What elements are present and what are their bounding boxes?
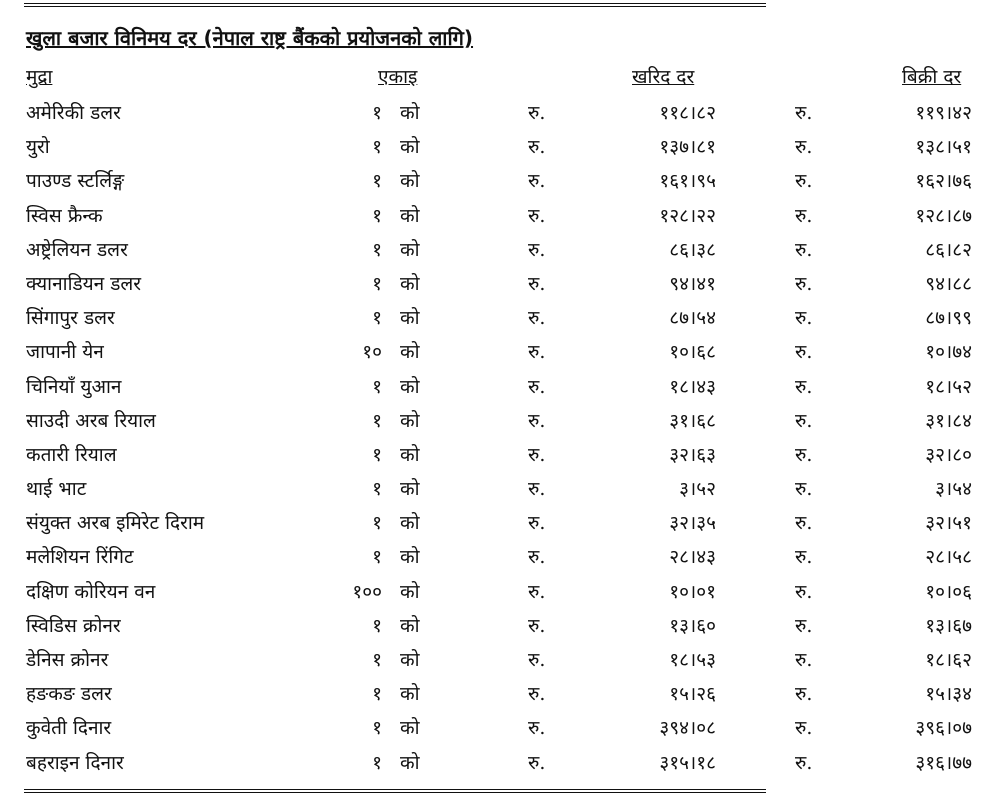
currency-name: मलेशियन रिंगिट — [26, 546, 134, 569]
unit-value: १ — [372, 683, 382, 706]
unit-suffix: को — [400, 307, 420, 330]
unit-suffix: को — [400, 341, 420, 364]
bottom-separator — [24, 786, 766, 795]
sell-currency-label: रु. — [795, 272, 813, 295]
unit-value: १ — [372, 512, 382, 535]
buy-rate: १८।५३ — [669, 649, 716, 671]
sell-rate: ८७।९९ — [925, 307, 972, 330]
currency-name: चिनियाँ युआन — [26, 375, 122, 398]
sell-rate: १०।०६ — [925, 580, 972, 603]
sell-rate: ३२।५१ — [925, 512, 972, 535]
unit-value: १ — [372, 546, 382, 569]
currency-name: साउदी अरब रियाल — [26, 409, 156, 432]
table-row — [0, 540, 1000, 574]
sell-rate: १३८।५१ — [915, 136, 972, 159]
currency-name: युरो — [26, 136, 50, 159]
unit-suffix: को — [400, 649, 420, 671]
unit-value: १ — [372, 375, 382, 398]
buy-rate: ११८।८२ — [659, 102, 716, 124]
buy-currency-label: रु. — [528, 409, 546, 432]
table-row — [0, 164, 1000, 198]
currency-name: अष्ट्रेलियन डलर — [26, 238, 128, 261]
currency-name: दक्षिण कोरियन वन — [26, 580, 156, 603]
currency-name: बहराइन दिनार — [26, 751, 124, 774]
sell-currency-label: रु. — [795, 170, 813, 193]
sell-rate: १८।५२ — [925, 375, 972, 398]
unit-suffix: को — [400, 443, 420, 466]
unit-value: १ — [372, 443, 382, 466]
sell-rate: १८।६२ — [925, 649, 972, 671]
sell-currency-label: रु. — [795, 649, 813, 671]
sell-rate: ३२।८० — [925, 443, 972, 466]
table-row — [0, 130, 1000, 164]
unit-value: १ — [372, 170, 382, 193]
sell-currency-label: रु. — [795, 546, 813, 569]
buy-rate: ३२।६३ — [669, 443, 716, 466]
unit-value: १ — [372, 204, 382, 227]
buy-currency-label: रु. — [528, 136, 546, 159]
sell-currency-label: रु. — [795, 614, 813, 637]
sell-currency-label: रु. — [795, 512, 813, 535]
table-row — [0, 301, 1000, 335]
table-header — [0, 63, 1000, 91]
header-buy-rate: खरिद दर — [632, 66, 695, 88]
buy-rate: ८७।५४ — [669, 307, 716, 330]
buy-currency-label: रु. — [528, 478, 546, 501]
buy-rate: ३२।३५ — [669, 512, 716, 535]
buy-currency-label: रु. — [528, 614, 546, 637]
buy-currency-label: रु. — [528, 375, 546, 398]
buy-currency-label: रु. — [528, 443, 546, 466]
sell-rate: १६२।७६ — [915, 170, 972, 193]
buy-currency-label: रु. — [528, 717, 546, 740]
unit-suffix: को — [400, 170, 420, 193]
unit-suffix: को — [400, 751, 420, 774]
table-row — [0, 335, 1000, 369]
table-row — [0, 677, 1000, 711]
table-row — [0, 643, 1000, 677]
table-row — [0, 267, 1000, 301]
sell-rate: ३९६।०७ — [915, 717, 972, 740]
currency-name: हङकङ डलर — [26, 683, 112, 706]
sell-rate: ११९।४२ — [915, 102, 972, 124]
header-sell-rate: बिक्री दर — [902, 66, 962, 88]
table-row — [0, 711, 1000, 745]
sell-currency-label: रु. — [795, 341, 813, 364]
currency-name: स्विस फ्रैन्क — [26, 204, 103, 227]
table-row — [0, 438, 1000, 472]
sell-currency-label: रु. — [795, 307, 813, 330]
currency-name: क्यानाडियन डलर — [26, 272, 142, 295]
sell-currency-label: रु. — [795, 375, 813, 398]
buy-currency-label: रु. — [528, 580, 546, 603]
sell-currency-label: रु. — [795, 102, 813, 124]
unit-value: १ — [372, 102, 382, 124]
unit-suffix: को — [400, 512, 420, 535]
table-row — [0, 609, 1000, 643]
buy-rate: १५।२६ — [669, 683, 716, 706]
currency-name: कतारी रियाल — [26, 443, 117, 466]
sell-currency-label: रु. — [795, 136, 813, 159]
sell-rate: ३।५४ — [935, 478, 972, 501]
unit-suffix: को — [400, 614, 420, 637]
unit-suffix: को — [400, 136, 420, 159]
sell-currency-label: रु. — [795, 580, 813, 603]
buy-rate: १३७।८१ — [659, 136, 716, 159]
unit-suffix: को — [400, 717, 420, 740]
buy-currency-label: रु. — [528, 512, 546, 535]
top-separator — [24, 0, 766, 9]
currency-name: थाई भाट — [26, 478, 87, 501]
sell-currency-label: रु. — [795, 238, 813, 261]
unit-suffix: को — [400, 683, 420, 706]
sell-currency-label: रु. — [795, 717, 813, 740]
table-row — [0, 746, 1000, 780]
buy-currency-label: रु. — [528, 341, 546, 364]
unit-value: १ — [372, 307, 382, 330]
unit-value: १० — [362, 341, 382, 364]
currency-name: पाउण्ड स्टर्लिङ्ग — [26, 170, 125, 193]
buy-rate: ८६।३८ — [669, 238, 716, 261]
sell-currency-label: रु. — [795, 443, 813, 466]
buy-currency-label: रु. — [528, 546, 546, 569]
buy-currency-label: रु. — [528, 238, 546, 261]
buy-rate: १०।०१ — [669, 580, 716, 603]
table-row — [0, 96, 1000, 130]
currency-name: कुवेती दिनार — [26, 717, 112, 740]
currency-name: जापानी येन — [26, 341, 104, 364]
sell-rate: १३।६७ — [925, 614, 972, 637]
unit-suffix: को — [400, 409, 420, 432]
sell-currency-label: रु. — [795, 478, 813, 501]
unit-value: १ — [372, 614, 382, 637]
buy-rate: १२८।२२ — [659, 204, 716, 227]
header-unit: एकाइ — [378, 66, 418, 88]
buy-rate: १०।६८ — [669, 341, 716, 364]
unit-suffix: को — [400, 546, 420, 569]
buy-rate: ३१।६८ — [669, 409, 716, 432]
table-row — [0, 506, 1000, 540]
unit-value: १ — [372, 272, 382, 295]
unit-value: १ — [372, 478, 382, 501]
sell-rate: १५।३४ — [925, 683, 972, 706]
currency-name: डेनिस क्रोनर — [26, 649, 109, 671]
buy-rate: १३।६० — [669, 614, 716, 637]
table-row — [0, 370, 1000, 404]
buy-currency-label: रु. — [528, 204, 546, 227]
unit-value: १ — [372, 649, 382, 671]
sell-rate: १०।७४ — [925, 341, 972, 364]
sell-currency-label: रु. — [795, 409, 813, 432]
table-row — [0, 404, 1000, 438]
unit-suffix: को — [400, 375, 420, 398]
unit-suffix: को — [400, 478, 420, 501]
buy-rate: १६१।९५ — [659, 170, 716, 193]
sell-currency-label: रु. — [795, 683, 813, 706]
buy-rate: ३१५।१८ — [659, 751, 716, 774]
unit-value: १ — [372, 238, 382, 261]
rates-table — [0, 96, 1000, 780]
buy-currency-label: रु. — [528, 272, 546, 295]
unit-value: १ — [372, 751, 382, 774]
table-row — [0, 199, 1000, 233]
unit-suffix: को — [400, 204, 420, 227]
table-row — [0, 233, 1000, 267]
sell-rate: ३१।८४ — [925, 409, 972, 432]
buy-rate: ३।५२ — [679, 478, 716, 501]
unit-suffix: को — [400, 102, 420, 124]
sell-rate: ३१६।७७ — [915, 751, 972, 774]
sell-currency-label: रु. — [795, 204, 813, 227]
buy-currency-label: रु. — [528, 307, 546, 330]
sell-rate: ८६।८२ — [925, 238, 972, 261]
unit-value: १ — [372, 717, 382, 740]
currency-name: सिंगापुर डलर — [26, 307, 115, 330]
currency-name: अमेरिकी डलर — [26, 102, 121, 124]
currency-name: संयुक्त अरब इमिरेट दिराम — [26, 512, 205, 535]
header-currency: मुद्रा — [26, 66, 53, 88]
buy-currency-label: रु. — [528, 170, 546, 193]
unit-suffix: को — [400, 272, 420, 295]
buy-currency-label: रु. — [528, 649, 546, 671]
unit-suffix: को — [400, 238, 420, 261]
sell-rate: १२८।८७ — [915, 204, 972, 227]
buy-rate: ९४।४१ — [669, 272, 716, 295]
sell-currency-label: रु. — [795, 751, 813, 774]
currency-name: स्विडिस क्रोनर — [26, 614, 121, 637]
sell-rate: २८।५८ — [925, 546, 972, 569]
buy-currency-label: रु. — [528, 751, 546, 774]
unit-value: १ — [372, 136, 382, 159]
sell-rate: ९४।८८ — [925, 272, 972, 295]
buy-currency-label: रु. — [528, 102, 546, 124]
buy-rate: ३९४।०८ — [659, 717, 716, 740]
page-title: खुला बजार विनिमय दर (नेपाल राष्ट्र बैंकको प्रयोजनको लागि) — [26, 26, 474, 50]
buy-rate: १८।४३ — [669, 375, 716, 398]
table-row — [0, 575, 1000, 609]
buy-currency-label: रु. — [528, 683, 546, 706]
unit-suffix: को — [400, 580, 420, 603]
unit-value: १ — [372, 409, 382, 432]
unit-value: १०० — [352, 580, 382, 603]
table-row — [0, 472, 1000, 506]
buy-rate: २८।४३ — [669, 546, 716, 569]
